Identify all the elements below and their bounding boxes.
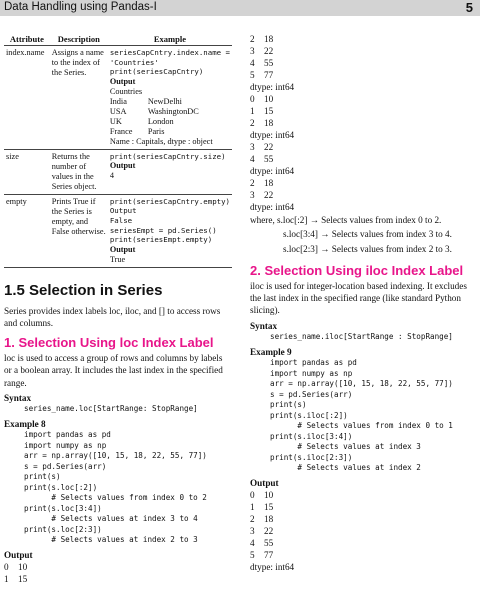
output-row: [250, 513, 476, 525]
output-value: WashingtonDC: [147, 106, 199, 116]
output-index: 3: [250, 190, 255, 200]
attr-cell: size: [4, 149, 50, 194]
output-dtype: dtype: int64: [250, 202, 295, 212]
where-line: where, s.loc[:2] → Selects values from index 0 to 2.: [250, 215, 442, 225]
example-code: import pandas as pd import numpy as np arr = np.array([10, 15, 18, 22, 55, 77]) s = pd.Series(arr) print(s) print(s.iloc[:2]) # Selects values from index 0 to 1 print(s.iloc[3:4]) # Selects values at index 3 print(s.iloc[2:3]) # Selects values at index 2: [270, 358, 453, 472]
table-header: Attribute: [4, 33, 50, 46]
attr-cell: index.name: [4, 46, 50, 150]
output-value: 4: [109, 171, 115, 181]
output-dtype: dtype: int64: [250, 82, 295, 92]
output-value: NewDelhi: [147, 96, 182, 106]
page-header: [0, 0, 480, 16]
output-index: 1: [250, 501, 255, 512]
syntax-code: series_name.loc[StartRange: StopRange]: [24, 403, 198, 413]
table-row: [4, 149, 232, 194]
output-row: [250, 33, 476, 45]
example-code: seriesEmpt = pd.Series() print(seriesEmpt.empty): [109, 225, 217, 245]
output-index: 4: [250, 58, 255, 68]
output-value: 55: [264, 537, 274, 548]
output-value: 10: [264, 94, 274, 104]
output-value: 55: [264, 154, 274, 164]
output-index: 2: [250, 118, 255, 128]
output-index: 1: [4, 573, 9, 584]
output-index: 1: [250, 106, 255, 116]
desc-cell: Returns the number of values in the Series object.: [50, 149, 108, 194]
output-row: [250, 177, 476, 189]
output-row: [250, 117, 476, 129]
output-value: 15: [264, 501, 274, 512]
output-value: 18: [264, 178, 274, 188]
section-title: 1.5 Selection in Series: [4, 281, 163, 299]
output-index: 2: [250, 178, 255, 188]
output-label: Output: [109, 161, 136, 171]
table-header-row: [4, 33, 232, 46]
example-code: print(seriesCapCntry.size): [109, 151, 226, 161]
table-row: [4, 46, 232, 150]
output-row: [250, 57, 476, 69]
output-label: Output: [109, 206, 137, 216]
output-row: [250, 69, 476, 81]
output-line: Countries: [109, 86, 143, 96]
output-label: Output: [250, 477, 279, 488]
where-line: s.loc[3:4] → Selects values from index 3 to 4.: [283, 229, 452, 240]
output-dtype: dtype: int64: [250, 561, 295, 572]
output-value: 18: [264, 118, 274, 128]
output-key: USA: [109, 106, 127, 116]
desc-cell: Prints True if the Series is empty, and False otherwise.: [50, 194, 108, 267]
output-pairs: [110, 97, 230, 137]
example-cell: [108, 46, 232, 150]
example-label: Example 9: [250, 347, 292, 357]
syntax-code: series_name.iloc[StartRange : StopRange]: [270, 331, 453, 341]
left-column: [4, 33, 232, 585]
output-row: [250, 141, 476, 153]
where-line: s.loc[2:3] → Selects values from index 2 to 3.: [283, 243, 452, 254]
output-value: 10: [18, 561, 28, 572]
output-value: 10: [264, 489, 274, 500]
output-value: 18: [264, 513, 274, 524]
section-intro: Series provides index labels loc, iloc, and [] to access rows and columns.: [4, 305, 221, 328]
example-label: Example 8: [4, 419, 46, 430]
output-value: 22: [264, 525, 274, 536]
output-value: 77: [264, 549, 274, 560]
output-value: Paris: [147, 126, 165, 136]
output-index: 2: [250, 513, 255, 524]
output-tail: Name : Capitals, dtype : object: [109, 136, 213, 146]
output-value: 55: [264, 58, 274, 68]
output-label: Output: [109, 244, 136, 254]
example-code: import pandas as pd import numpy as np arr = np.array([10, 15, 18, 22, 55, 77]) s = pd.Series(arr) print(s) print(s.loc[:2]) # Selects values from index 0 to 2 print(s.loc[3:4]) # Selects values at index 3 to 4 print(s.loc[2:3]) # Selects values at index 2 to 3: [24, 430, 207, 545]
output-index: 2: [250, 34, 255, 44]
output-key: UK: [109, 116, 122, 126]
table-header: Description: [50, 33, 108, 46]
output-block: [250, 33, 476, 213]
where-explanation: [250, 213, 476, 256]
page-number: 5: [465, 0, 473, 15]
syntax-label: Syntax: [250, 320, 278, 331]
output-row: [4, 561, 232, 573]
output-index: 4: [250, 154, 255, 164]
output-key: India: [109, 96, 127, 106]
output-value: 22: [264, 190, 274, 200]
subsection-title: 1. Selection Using loc Index Label: [4, 335, 214, 351]
output-label: Output: [4, 549, 33, 560]
subsection-title: 2. Selection Using iloc Index Label: [250, 262, 464, 278]
output-row: [250, 45, 476, 57]
attr-cell: empty: [4, 194, 50, 267]
output-value: 77: [264, 70, 274, 80]
output-index: 3: [250, 525, 255, 536]
output-row: [250, 153, 476, 165]
table-header: Example: [108, 33, 232, 46]
chapter-title: Data Handling using Pandas-I: [4, 1, 157, 13]
output-label: Output: [109, 76, 136, 86]
example-code: print(seriesCapCntry.empty): [109, 196, 230, 206]
output-index: 0: [250, 94, 255, 104]
output-row: [250, 525, 476, 537]
output-row: [250, 93, 476, 105]
output-index: 0: [250, 489, 255, 500]
syntax-label: Syntax: [4, 392, 32, 403]
output-row: [250, 501, 476, 513]
output-key: France: [109, 126, 133, 136]
output-block: [4, 561, 232, 585]
output-row: [250, 537, 476, 549]
output-value: London: [147, 116, 174, 126]
attribute-table: [4, 33, 232, 268]
output-value: True: [109, 254, 126, 264]
output-row: [250, 549, 476, 561]
output-value: False: [109, 215, 133, 225]
output-row: [250, 105, 476, 117]
output-index: 0: [4, 561, 9, 572]
output-index: 5: [250, 70, 255, 80]
example-cell: [108, 149, 232, 194]
output-dtype: dtype: int64: [250, 166, 295, 176]
output-value: 15: [18, 573, 28, 584]
output-block: [250, 489, 476, 573]
right-column: [250, 33, 476, 573]
output-index: 4: [250, 537, 255, 548]
output-row: [250, 489, 476, 501]
table-row: [4, 194, 232, 267]
output-dtype: dtype: int64: [250, 130, 295, 140]
output-index: 3: [250, 142, 255, 152]
output-value: 22: [264, 142, 274, 152]
output-value: 22: [264, 46, 274, 56]
subsection-text: loc is used to access a group of rows and columns by labels or a boolean array. It includes the last index in the specified range.: [4, 353, 223, 388]
output-index: 3: [250, 46, 255, 56]
output-value: 18: [264, 34, 274, 44]
output-row: [4, 573, 232, 585]
output-index: 5: [250, 549, 255, 560]
output-row: [250, 189, 476, 201]
output-value: 15: [264, 106, 274, 116]
desc-cell: Assigns a name to the index of the Series.: [50, 46, 108, 150]
example-code: seriesCapCntry.index.name = 'Countries' print(seriesCapCntry): [109, 48, 230, 77]
example-cell: [108, 194, 232, 267]
subsection-text: iloc is used for integer-location based indexing. It excludes the last index in the specified range (like standard Python slicing).: [250, 280, 467, 316]
